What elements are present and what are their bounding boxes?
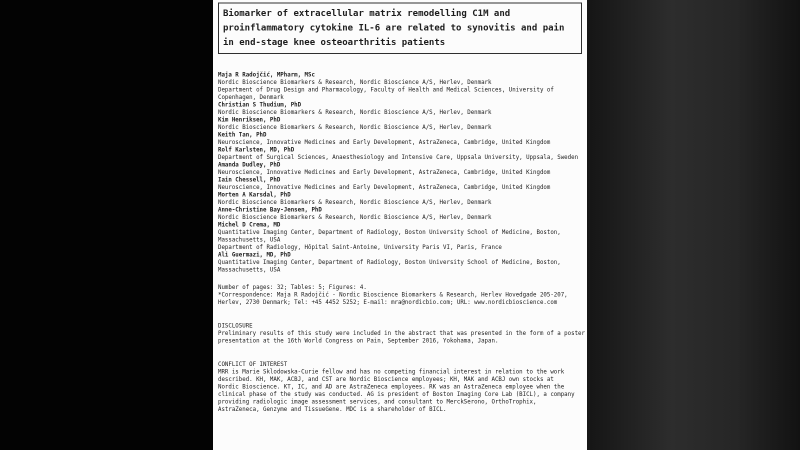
correspondence-line: *Correspondence: Maja R Radojčić - Nordic Bioscience Biomarkers & Research, Herlev Hovedgade 205-207,	[218, 291, 568, 298]
manuscript-meta	[218, 284, 582, 307]
author-affiliation: Nordic Bioscience Biomarkers & Research, Nordic Bioscience A/S, Herlev, Denmark	[218, 213, 492, 221]
disclosure-section	[218, 322, 585, 345]
author-name: Ali Guermazi, MD, PhD	[218, 251, 291, 258]
author-affiliation: Neuroscience, Innovative Medicines and Early Development, AstraZeneca, Cambridge, United Kingdom	[218, 138, 551, 146]
conflict-text-line: MRR is Marie Sklodowska-Curie fellow and has no competing financial interest in relation to the work	[218, 368, 565, 375]
conflict-text-line: clinical phase of the study was conducted. AG is president of Boston Imaging Core Lab (BICL), a company	[218, 390, 575, 398]
letterbox-right	[587, 0, 800, 450]
article-title	[218, 3, 582, 55]
author-affiliation: Neuroscience, Innovative Medicines and Early Development, AstraZeneca, Cambridge, United Kingdom	[218, 183, 551, 191]
pages-tables-figures: Number of pages: 32; Tables: 5; Figures: 4.	[218, 283, 367, 291]
author-affiliation: Department of Surgical Sciences, Anaesthesiology and Intensive Care, Uppsala University, Uppsala, Sweden	[218, 153, 579, 161]
article-title-line: Biomarker of extracellular matrix remodelling C1M and	[223, 8, 511, 19]
disclosure-heading: DISCLOSURE	[218, 322, 253, 329]
author-affiliation: Quantitative Imaging Center, Department of Radiology, Boston University School of Medicine, Boston, Massachusetts, USA	[218, 228, 561, 243]
author-name: Iain Chessell, PhD	[218, 176, 281, 183]
author-affiliation: Nordic Bioscience Biomarkers & Research, Nordic Bioscience A/S, Herlev, Denmark	[218, 108, 492, 116]
author-affiliation: Neuroscience, Innovative Medicines and Early Development, AstraZeneca, Cambridge, United Kingdom	[218, 168, 551, 176]
author-name: Keith Tan, PhD	[218, 131, 267, 138]
article-title-line: in end-stage knee osteoarthritis patients	[223, 37, 446, 48]
conflict-text-line: Nordic Bioscience. KT, IC, and AD are AstraZeneca employees. RK was an AstraZeneca employee when the	[218, 383, 565, 390]
disclosure-text-line: presentation at the 16th World Congress on Pain, September 2016, Yokohama, Japan.	[218, 337, 499, 344]
conflict-text-line: providing radiologic image assessment services, and consultant to MerckSerono, OrthoTrophix,	[218, 398, 537, 405]
author-affiliation: Department of Drug Design and Pharmacology, Faculty of Health and Medical Sciences, University of Copenhagen, Denmark	[218, 86, 554, 101]
author-name: Amanda Dudley, PhD	[218, 161, 281, 168]
author-affiliation: Nordic Bioscience Biomarkers & Research, Nordic Bioscience A/S, Herlev, Denmark	[218, 198, 492, 206]
author-name: Anne-Christine Bay-Jensen, PhD	[218, 206, 322, 213]
author-name: Morten A Karsdal, PhD	[218, 191, 291, 198]
author-affiliation: Quantitative Imaging Center, Department of Radiology, Boston University School of Medicine, Boston, Massachusetts, USA	[218, 258, 561, 273]
author-list	[218, 71, 582, 274]
author-affiliation: Department of Radiology, Hôpital Saint-Antoine, University Paris VI, Paris, France	[218, 243, 502, 251]
conflict-of-interest-section	[218, 361, 582, 414]
author-affiliation: Nordic Bioscience Biomarkers & Research, Nordic Bioscience A/S, Herlev, Denmark	[218, 78, 492, 86]
correspondence-line: Herlev, 2730 Denmark; Tel: +45 4452 5252; E-mail: mra@nordicbio.com; URL: www.nordicbioscience.com	[218, 298, 558, 306]
disclosure-text-line: Preliminary results of this study were included in the abstract that was presented in the form of a poster	[218, 329, 585, 337]
conflict-text-line: described. KH, MAK, ACBJ, and CST are Nordic Bioscience employees; KH, MAK and ACBJ own stocks at	[218, 375, 554, 383]
manuscript-content	[213, 0, 587, 413]
author-name: Rolf Karlsten, MD, PhD	[218, 146, 295, 153]
conflict-of-interest-heading: CONFLICT OF INTEREST	[218, 360, 288, 368]
author-name: Maja R Radojčić, MPharm, MSc	[218, 71, 315, 78]
author-name: Michel D Crema, MD	[218, 221, 281, 228]
author-name: Kim Henriksen, PhD	[218, 116, 281, 123]
letterbox-left	[0, 0, 213, 450]
manuscript-page	[213, 0, 587, 450]
article-title-line: proinflammatory cytokine IL-6 are related to synovitis and pain	[223, 22, 565, 33]
author-affiliation: Nordic Bioscience Biomarkers & Research, Nordic Bioscience A/S, Herlev, Denmark	[218, 123, 492, 131]
conflict-text-line: AstraZeneca, Genzyme and TissueGene. MDC is a shareholder of BICL.	[218, 405, 447, 413]
author-name: Christian S Thudium, PhD	[218, 101, 302, 108]
